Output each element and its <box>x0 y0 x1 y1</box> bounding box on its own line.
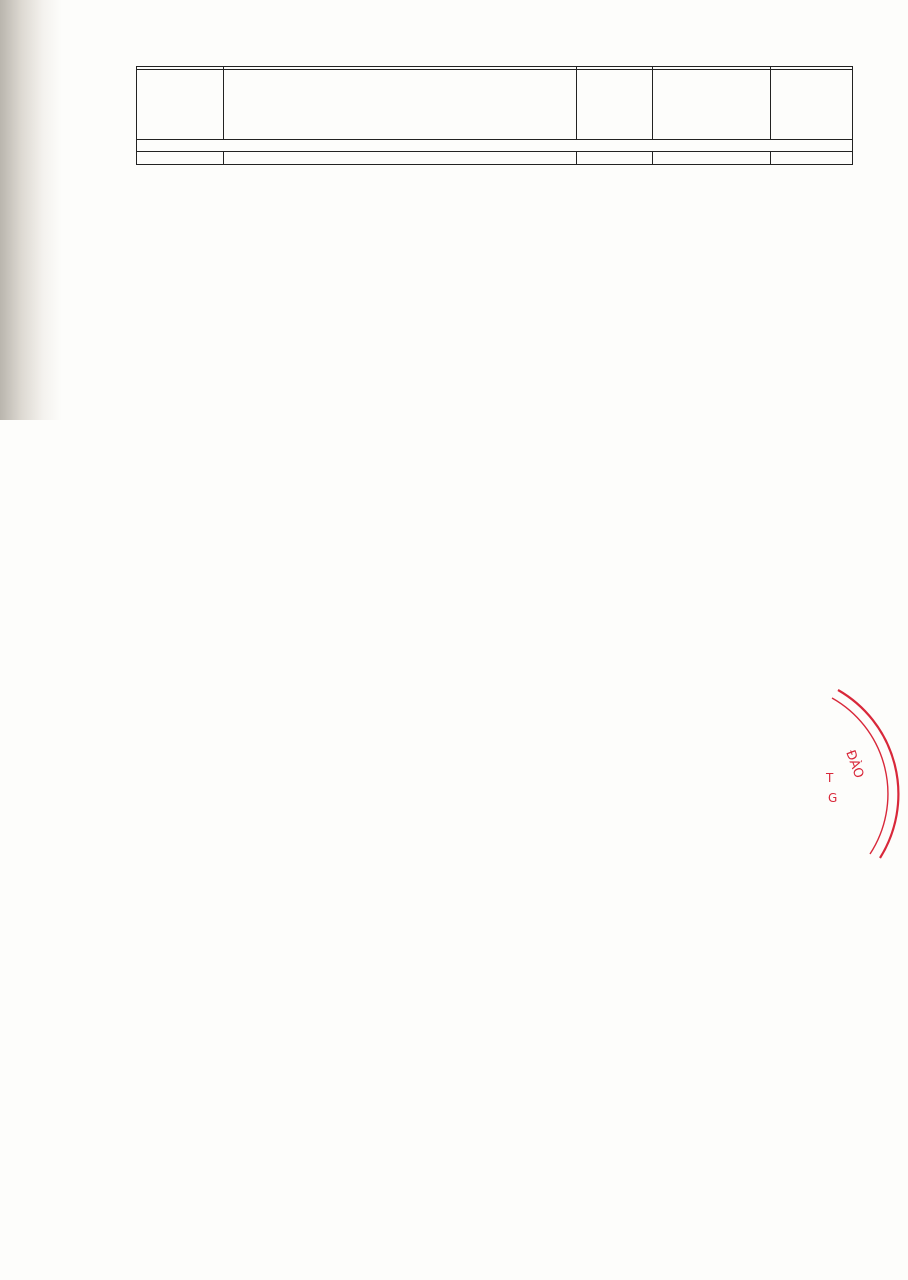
form-hinh-hoa <box>577 70 653 140</box>
table-row <box>137 70 853 140</box>
content-lich-su <box>224 152 577 165</box>
time-lich-su <box>771 152 853 165</box>
subject-hinh-hoa <box>137 70 224 140</box>
subject-lich-su <box>137 152 224 165</box>
material-lich-su <box>653 152 771 165</box>
table-row <box>137 152 853 165</box>
form-lich-su <box>577 152 653 165</box>
section-title <box>137 140 853 152</box>
page-fold-shadow <box>0 0 62 420</box>
exam-content-table <box>136 66 853 165</box>
official-seal <box>798 682 908 872</box>
time-hinh-hoa <box>771 70 853 140</box>
section-heading-row <box>137 140 853 152</box>
material-hinh-hoa <box>653 70 771 140</box>
svg-text:G: G <box>828 791 838 805</box>
svg-text:T: T <box>826 771 834 785</box>
svg-text:ĐÀO: ĐÀO <box>842 748 867 781</box>
content-hinh-hoa <box>224 70 577 140</box>
